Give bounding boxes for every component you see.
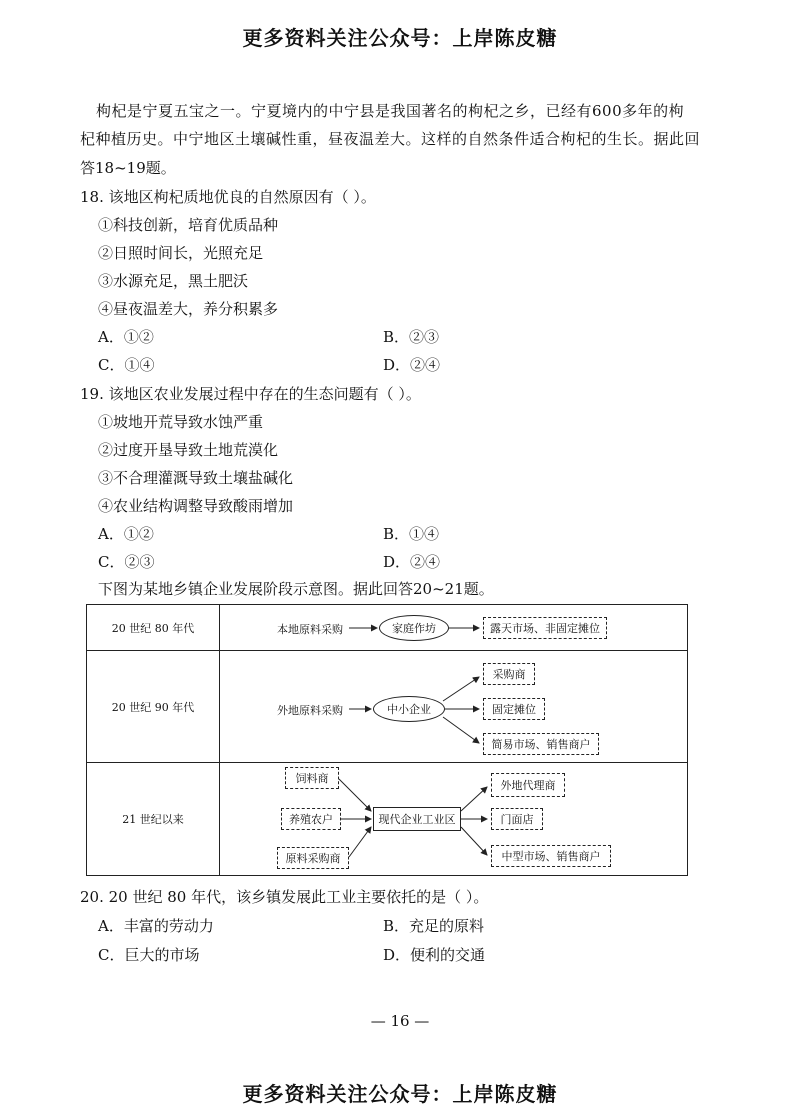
row3-output-box-2: 门面店: [491, 808, 543, 830]
q18-option-d: D．②④: [383, 356, 441, 374]
row1-output-box: 露天市场、非固定摊位: [483, 617, 607, 639]
row3-output-box-1: 外地代理商: [491, 773, 565, 797]
q20-option-c: C．巨大的市场: [98, 946, 200, 964]
row3-source-box-2: 养殖农户: [281, 808, 341, 830]
page-header-banner: 更多资料关注公众号：上岸陈皮糖: [242, 26, 558, 50]
q18-item-4: ④昼夜温差大，养分积累多: [98, 300, 279, 318]
page-number: — 16 —: [370, 1012, 430, 1030]
q18-stem: 18. 该地区枸杞质地优良的自然原因有（ ）。: [80, 188, 376, 206]
page-footer-banner: 更多资料关注公众号：上岸陈皮糖: [242, 1082, 558, 1106]
row1-center-ellipse: 家庭作坊: [379, 615, 449, 641]
q18-item-1: ①科技创新，培育优质品种: [98, 216, 279, 234]
row3-center-box: 现代企业工业区: [373, 807, 461, 831]
q19-item-2: ②过度开垦导致土地荒漠化: [98, 441, 279, 459]
intro-line-1: 枸杞是宁夏五宝之一。宁夏境内的中宁县是我国著名的枸杞之乡，已经有600多年的枸: [96, 102, 685, 120]
intro-line-3: 答18~19题。: [80, 159, 176, 177]
era-label: 21 世纪以来: [87, 763, 220, 875]
q19-option-b: B．①④: [383, 525, 440, 543]
q18-item-3: ③水源充足，黑土肥沃: [98, 272, 249, 290]
row2-output-box-3: 简易市场、销售商户: [483, 733, 599, 755]
q19-option-a: A．①②: [98, 525, 154, 543]
era-label: 20 世纪 80 年代: [87, 605, 220, 650]
row3-source-box-1: 饲料商: [285, 767, 339, 789]
row3-source-box-3: 原料采购商: [277, 847, 349, 869]
q20-option-b: B．充足的原料: [383, 917, 485, 935]
q20-stem: 20. 20 世纪 80 年代，该乡镇发展此工业主要依托的是（ ）。: [80, 888, 489, 906]
row3-output-box-3: 中型市场、销售商户: [491, 845, 611, 867]
q20-option-a: A．丰富的劳动力: [98, 917, 214, 935]
q19-stem: 19. 该地区农业发展过程中存在的生态问题有（ ）。: [80, 385, 421, 403]
intro-line-2: 杞种植历史。中宁地区土壤碱性重，昼夜温差大。这样的自然条件适合枸杞的生长。据此回: [80, 130, 701, 148]
q19-option-d: D．②④: [383, 553, 441, 571]
q18-option-a: A．①②: [98, 328, 154, 346]
row2-source: 外地原料采购: [277, 704, 343, 717]
q18-item-2: ②日照时间长，光照充足: [98, 244, 264, 262]
q18-option-c: C．①④: [98, 356, 155, 374]
q19-item-3: ③不合理灌溉导致土壤盐碱化: [98, 469, 294, 487]
q20-option-d: D．便利的交通: [383, 946, 486, 964]
era-label: 20 世纪 90 年代: [87, 651, 220, 762]
q18-option-b: B．②③: [383, 328, 440, 346]
row2-output-box-1: 采购商: [483, 663, 535, 685]
q19-item-1: ①坡地开荒导致水蚀严重: [98, 413, 264, 431]
q19-item-4: ④农业结构调整导致酸雨增加: [98, 497, 294, 515]
enterprise-stage-diagram: [86, 604, 688, 876]
diagram-intro: 下图为某地乡镇企业发展阶段示意图。据此回答20~21题。: [98, 580, 494, 598]
row1-source: 本地原料采购: [277, 623, 343, 636]
q19-option-c: C．②③: [98, 553, 155, 571]
row2-output-box-2: 固定摊位: [483, 698, 545, 720]
row2-center-ellipse: 中小企业: [373, 696, 445, 722]
